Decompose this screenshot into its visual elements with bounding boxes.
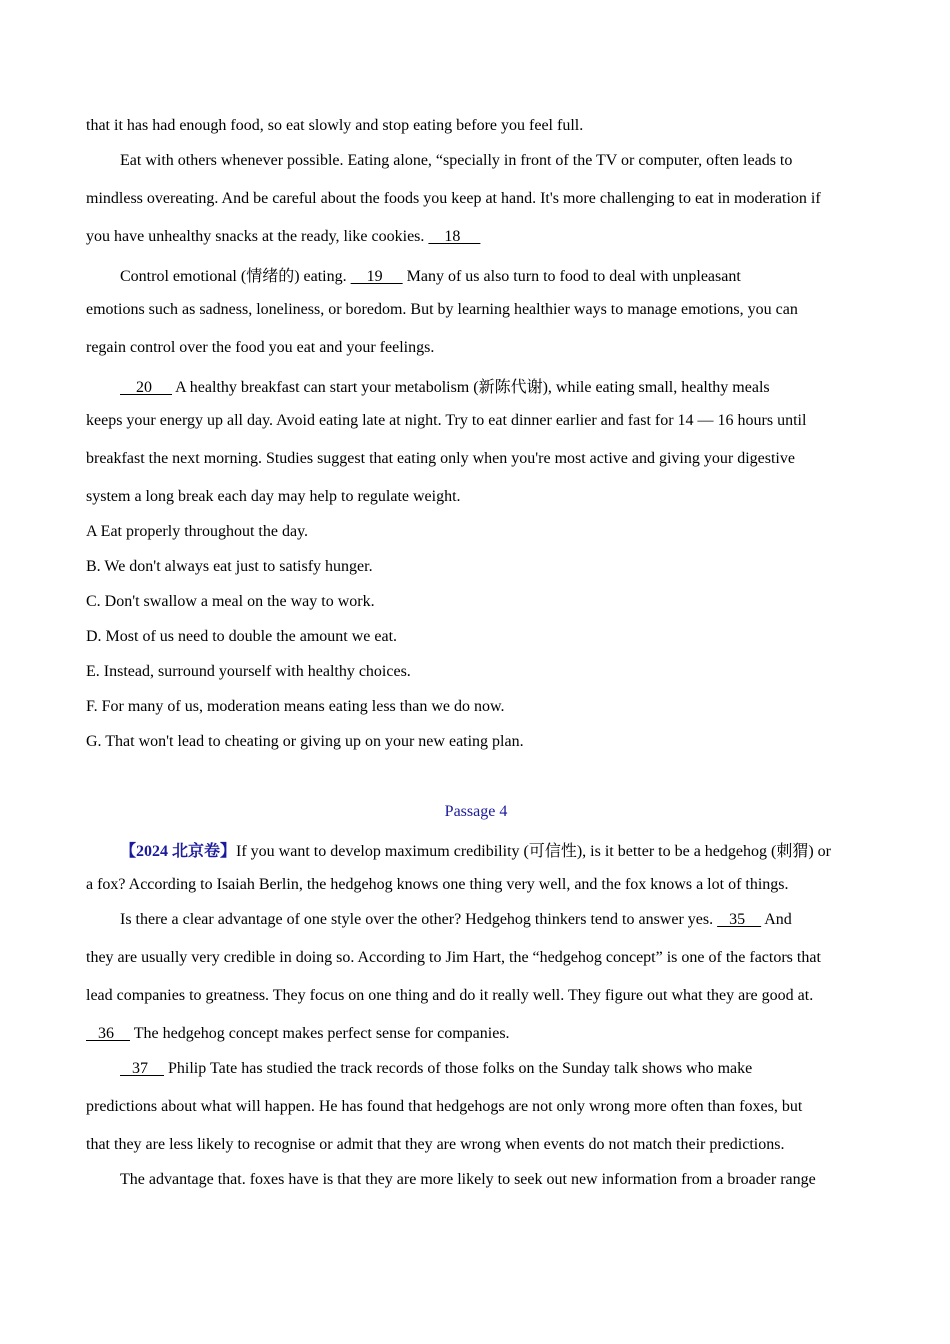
option-a: A Eat properly throughout the day. (86, 523, 309, 540)
text-line: predictions about what will happen. He has found that hedgehogs are not only wrong more often than foxes, but (86, 1098, 803, 1115)
text-fragment: And (761, 911, 792, 928)
text-line (86, 1025, 510, 1043)
text-fragment: Philip Tate has studied the track records of those folks on the Sunday talk shows who make (164, 1060, 753, 1077)
text-fragment: Many of us also turn to food to deal with unpleasant (402, 268, 741, 285)
text-line: system a long break each day may help to regulate weight. (86, 488, 461, 505)
text-line: a fox? According to Isaiah Berlin, the hedgehog knows one thing very well, and the fox knows a lot of things. (86, 876, 789, 893)
text-line: mindless overeating. And be careful about the foods you keep at hand. It's more challenging to eat in moderation if (86, 190, 821, 207)
text-fragment: Control emotional (情绪的) eating. (120, 268, 351, 285)
text-fragment: Is there a clear advantage of one style over the other? Hedgehog thinkers tend to answer yes. (120, 911, 718, 928)
text-line (120, 911, 792, 929)
text-line: regain control over the food you eat and your feelings. (86, 339, 435, 356)
text-line (120, 263, 741, 286)
answer-blank-35: 35 (717, 911, 762, 928)
text-line (120, 374, 770, 397)
text-line: breakfast the next morning. Studies suggest that eating only when you're most active and giving your digestive (86, 450, 795, 467)
text-line (120, 838, 831, 861)
text-line: that they are less likely to recognise or admit that they are wrong when events do not match their predictions. (86, 1136, 785, 1153)
answer-blank-36: 36 (86, 1025, 130, 1042)
answer-blank-37: 37 (120, 1060, 164, 1077)
text-line (86, 228, 480, 246)
text-line: that it has had enough food, so eat slowly and stop eating before you feel full. (86, 117, 584, 134)
text-line: keeps your energy up all day. Avoid eating late at night. Try to eat dinner earlier and fast for 14 — 16 hours until (86, 412, 807, 429)
option-e: E. Instead, surround yourself with healthy choices. (86, 663, 411, 680)
answer-blank-18: 18 (428, 228, 481, 245)
text-line: lead companies to greatness. They focus on one thing and do it really well. They figure out what they are good at. (86, 987, 814, 1004)
option-b: B. We don't always eat just to satisfy hunger. (86, 558, 373, 575)
text-line (120, 1060, 752, 1078)
answer-blank-20: 20 (120, 379, 172, 396)
passage-title: Passage 4 (444, 803, 508, 820)
exam-source-tag: 【2024 北京卷】 (120, 843, 237, 860)
option-f: F. For many of us, moderation means eating less than we do now. (86, 698, 505, 715)
option-g: G. That won't lead to cheating or giving up on your new eating plan. (86, 733, 524, 750)
text-fragment: If you want to develop maximum credibility (可信性), is it better to be a hedgehog (刺猬) or (236, 843, 831, 860)
text-line: Eat with others whenever possible. Eating alone, “specially in front of the TV or computer, often leads to (120, 152, 793, 169)
text-line: The advantage that. foxes have is that they are more likely to seek out new information from a broader range (120, 1171, 816, 1188)
text-fragment: A healthy breakfast can start your metabolism (新陈代谢), while eating small, healthy meals (172, 379, 770, 396)
text-fragment: The hedgehog concept makes perfect sense for companies. (130, 1025, 510, 1042)
option-c: C. Don't swallow a meal on the way to work. (86, 593, 375, 610)
text-line: emotions such as sadness, loneliness, or boredom. But by learning healthier ways to manage emotions, you can (86, 301, 798, 318)
option-d: D. Most of us need to double the amount we eat. (86, 628, 398, 645)
text-line: they are usually very credible in doing so. According to Jim Hart, the “hedgehog concept” is one of the factors that (86, 949, 821, 966)
text-fragment: you have unhealthy snacks at the ready, like cookies. (86, 228, 429, 245)
answer-blank-19: 19 (350, 268, 403, 285)
